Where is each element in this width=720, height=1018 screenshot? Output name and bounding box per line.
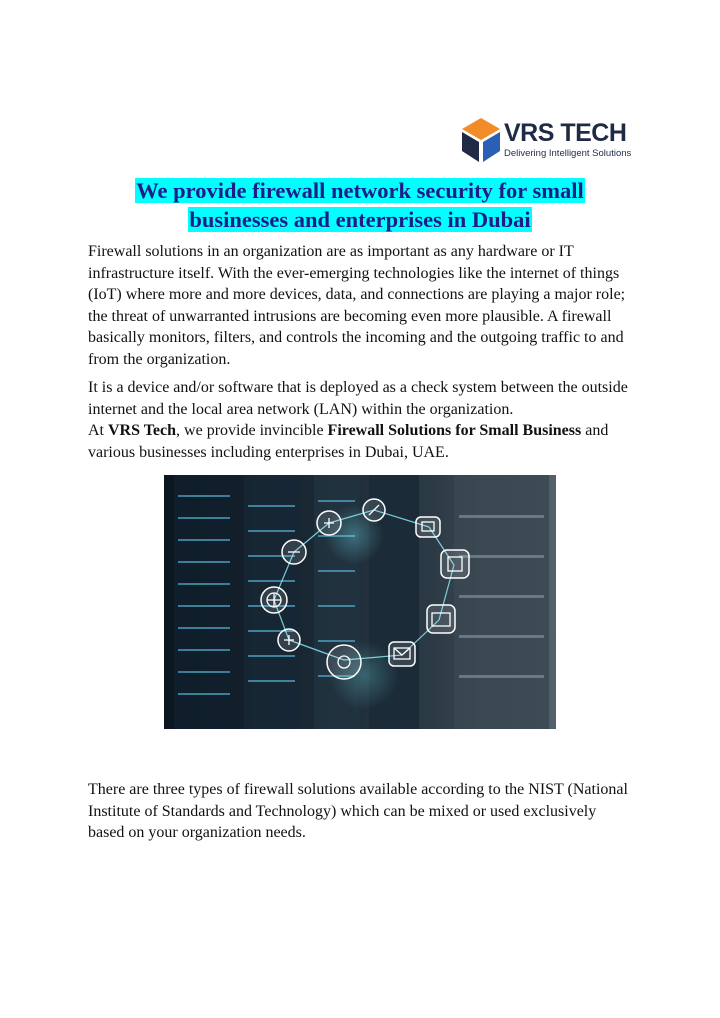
screen-node-icon xyxy=(416,517,440,537)
title-line-1: We provide firewall network security for small xyxy=(136,178,584,203)
title-line-2: businesses and enterprises in Dubai xyxy=(189,207,531,232)
logo-brand-text: VRS TECH xyxy=(504,119,627,147)
gear-node-icon xyxy=(327,645,361,679)
mid-text: , we provide invincible xyxy=(176,422,328,440)
vrs-tech-logo xyxy=(462,118,632,164)
paragraph-intro: Firewall solutions in an organization are as important as any hardware or IT infrastructure itself. With the ever-emerging technologies like the internet of things (IoT) where more and more devices, data, and connections are playing a major role; the threat of unwarranted intrusions are becoming even more plausible. A firewall basically monitors, filters, and controls the incoming and the outgoing traffic to and from the organization. xyxy=(88,243,626,368)
firewall-solutions-link[interactable]: Firewall Solutions for Small Business xyxy=(327,422,582,440)
paragraph-device xyxy=(88,377,636,463)
paragraph-device-line: It is a device and/or software that is deployed as a check system between the outside internet and the local area network (LAN) within the organization. xyxy=(88,379,628,418)
brand-mention: VRS Tech xyxy=(108,422,177,440)
page-title xyxy=(88,176,632,234)
mail-node-icon xyxy=(389,642,415,666)
logo-mark-icon xyxy=(462,118,500,162)
end-text: and various businesses including enterprises in Dubai, UAE. xyxy=(88,422,609,461)
paragraph-nist: There are three types of firewall solutions available according to the NIST (National Institute of Standards and Technology) which can be mixed or used exclusively based on your organization needs. xyxy=(88,781,628,842)
sim-node-icon xyxy=(441,550,469,578)
at-text: At xyxy=(88,422,108,440)
server-room-image xyxy=(164,475,556,729)
logo-tagline: Delivering Intelligent Solutions xyxy=(504,148,632,159)
folder-node-icon xyxy=(427,605,455,633)
